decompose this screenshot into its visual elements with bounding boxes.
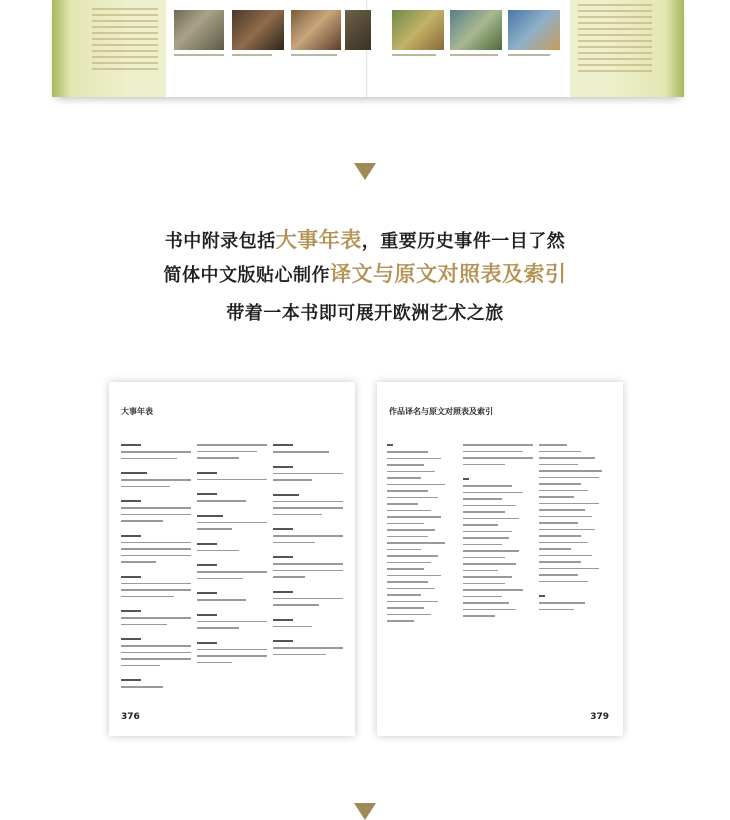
- chronology-page: [109, 382, 355, 736]
- highlight-index: 译文与原文对照表及索引: [330, 262, 567, 286]
- caption-line: [174, 54, 224, 56]
- painting-thumbnail: [174, 10, 224, 50]
- painting-thumbnail: [345, 10, 371, 50]
- page-number: 379: [590, 712, 609, 722]
- text-column: [273, 444, 343, 660]
- caption-line: [450, 54, 498, 56]
- text-column: [539, 444, 609, 615]
- highlight-chronology: 大事年表: [275, 228, 362, 252]
- painting-thumbnail: [291, 10, 341, 50]
- page-title: 作品译名与原文对照表及索引: [389, 407, 493, 416]
- book-spread-preview: [52, 0, 684, 97]
- caption-line: [508, 54, 550, 56]
- page-title: 大事年表: [121, 407, 153, 416]
- text-column: [121, 444, 191, 693]
- down-triangle-icon: [354, 803, 376, 820]
- caption-line: [232, 54, 272, 56]
- right-text-block: [578, 4, 652, 76]
- headline-line-1: 书中附录包括大事年表，重要历史事件一目了然: [164, 228, 566, 252]
- caption-line: [392, 54, 436, 56]
- painting-thumbnail: [508, 10, 560, 50]
- headline-line-2: 简体中文版贴心制作译文与原文对照表及索引: [163, 262, 567, 286]
- page-number: 376: [121, 712, 140, 722]
- painting-thumbnail: [232, 10, 284, 50]
- index-page: [377, 382, 623, 736]
- text-column: [387, 444, 455, 627]
- caption-line: [291, 54, 337, 56]
- painting-thumbnail: [450, 10, 502, 50]
- text-column: [463, 444, 533, 622]
- painting-thumbnail: [392, 10, 444, 50]
- down-triangle-icon: [354, 163, 376, 180]
- headline-line-3: 带着一本书即可展开欧洲艺术之旅: [226, 303, 504, 324]
- left-text-block: [92, 8, 158, 74]
- text-column: [197, 444, 267, 668]
